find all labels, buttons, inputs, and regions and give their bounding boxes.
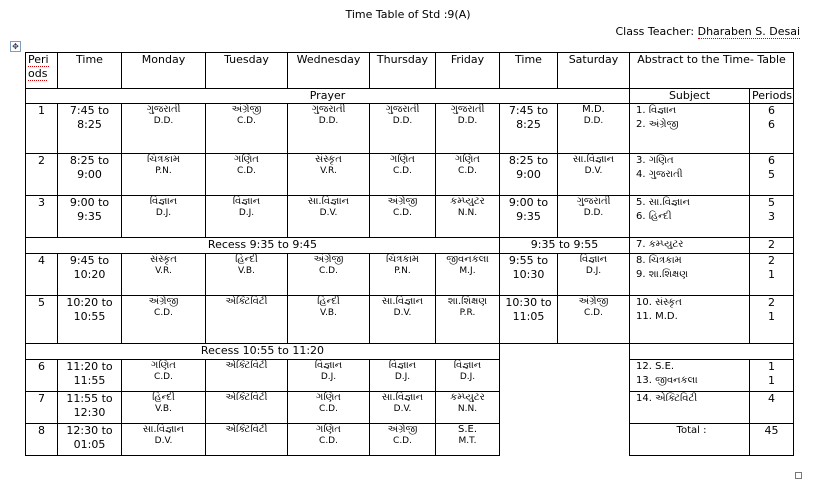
- cell-friday: કમ્પ્યુટર N.N.: [436, 196, 500, 238]
- table-row: [26, 296, 794, 344]
- abstract-subjects: 3. ગણિત 4. ગુજરાતી: [630, 154, 750, 196]
- saturday-time: 9:55 to 10:30: [500, 254, 558, 296]
- cell-saturday: અંગ્રેજી C.D.: [558, 296, 630, 344]
- saturday-time: 10:30 to 11:05: [500, 296, 558, 344]
- cell-monday: ચિત્રકામ P.N.: [122, 154, 206, 196]
- cell-friday: કમ્પ્યુટર N.N.: [436, 392, 500, 424]
- cell-tuesday: એક્ટિવિટી: [206, 392, 288, 424]
- table-row: [26, 196, 794, 238]
- recess-row: [26, 238, 794, 254]
- saturday-time: 9:00 to 9:35: [500, 196, 558, 238]
- abstract-periods: 5 3: [750, 196, 794, 238]
- cell-monday: અંગ્રેજી C.D.: [122, 296, 206, 344]
- period-time: 7:45 to 8:25: [58, 104, 122, 154]
- abstract-subjects: 10. સંસ્કૃત 11. M.D.: [630, 296, 750, 344]
- recess-2: Recess 10:55 to 11:20: [26, 344, 500, 360]
- table-row: [26, 254, 794, 296]
- abstract-subjects: 8. ચિત્રકામ 9. શા.શિક્ષણ: [630, 254, 750, 296]
- abstract-subjects: 12. S.E. 13. જીવનકલા: [630, 360, 750, 392]
- abstract-subject-header: Subject: [630, 89, 750, 104]
- cell-monday: હિન્દી V.B.: [122, 392, 206, 424]
- abstract-periods: 4: [750, 392, 794, 424]
- cell-thursday: સા.વિજ્ઞાન D.V.: [370, 392, 436, 424]
- cell-thursday: ગણિત C.D.: [370, 154, 436, 196]
- cell-friday: વિજ્ઞાન D.J.: [436, 360, 500, 392]
- cell-thursday: વિજ્ઞાન D.J.: [370, 360, 436, 392]
- table-move-handle-icon[interactable]: ✥: [10, 41, 21, 52]
- abstract-periods-header: Periods: [750, 89, 794, 104]
- col-time-saturday: Time: [500, 53, 558, 89]
- period-time: 11:55 to 12:30: [58, 392, 122, 424]
- cell-tuesday: એક્ટિવિટી: [206, 296, 288, 344]
- cell-wednesday: સા.વિજ્ઞાન D.V.: [288, 196, 370, 238]
- col-thursday: Thursday: [370, 53, 436, 89]
- col-tuesday: Tuesday: [206, 53, 288, 89]
- abstract-spacer: [630, 344, 794, 360]
- cell-monday: સા.વિજ્ઞાન D.V.: [122, 424, 206, 456]
- period-number: 2: [26, 154, 58, 196]
- title-text: Time Table of Std :9(A): [345, 8, 471, 21]
- table-resize-handle[interactable]: [795, 472, 802, 479]
- period-time: 12:30 to 01:05: [58, 424, 122, 456]
- saturday-time: 8:25 to 9:00: [500, 154, 558, 196]
- period-number: 5: [26, 296, 58, 344]
- header-row: [26, 53, 794, 89]
- cell-wednesday: સંસ્કૃત V.R.: [288, 154, 370, 196]
- abstract-subjects: 14. એક્ટિવિટી: [630, 392, 750, 424]
- cell-tuesday: ગણિત C.D.: [206, 154, 288, 196]
- cell-friday: ગણિત C.D.: [436, 154, 500, 196]
- cell-tuesday: અંગ્રેજી C.D.: [206, 104, 288, 154]
- cell-thursday: ચિત્રકામ P.N.: [370, 254, 436, 296]
- prayer-cell: Prayer: [26, 89, 630, 104]
- cell-wednesday: વિજ્ઞાન D.J.: [288, 360, 370, 392]
- table-row: [26, 104, 794, 154]
- cell-wednesday: અંગ્રેજી C.D.: [288, 254, 370, 296]
- cell-monday: સંસ્કૃત V.R.: [122, 254, 206, 296]
- cell-monday: ગણિત C.D.: [122, 360, 206, 392]
- cell-monday: વિજ્ઞાન D.J.: [122, 196, 206, 238]
- period-number: 4: [26, 254, 58, 296]
- period-number: 8: [26, 424, 58, 456]
- prayer-row: [26, 89, 794, 104]
- table-row: [26, 154, 794, 196]
- cell-monday: ગુજરાતી D.D.: [122, 104, 206, 154]
- table-row: [26, 424, 794, 456]
- class-teacher: [615, 25, 800, 38]
- cell-friday: S.E. M.T.: [436, 424, 500, 456]
- abstract-subjects: 7. કમ્પ્યુટર: [630, 238, 750, 254]
- period-number: 6: [26, 360, 58, 392]
- cell-wednesday: ગણિત C.D.: [288, 392, 370, 424]
- cell-saturday: વિજ્ઞાન D.J.: [558, 254, 630, 296]
- col-time: Time: [58, 53, 122, 89]
- col-wednesday: Wednesday: [288, 53, 370, 89]
- cell-friday: શા.શિક્ષણ P.R.: [436, 296, 500, 344]
- period-time: 9:00 to 9:35: [58, 196, 122, 238]
- col-friday: Friday: [436, 53, 500, 89]
- abstract-total-value: 45: [750, 424, 794, 456]
- empty-saturday-block: [500, 344, 630, 456]
- col-saturday: Saturday: [558, 53, 630, 89]
- abstract-periods: 6 6: [750, 104, 794, 154]
- abstract-periods: 2: [750, 238, 794, 254]
- cell-tuesday: એક્ટિવિટી: [206, 360, 288, 392]
- abstract-periods: 6 5: [750, 154, 794, 196]
- col-abstract: Abstract to the Time- Table: [630, 53, 794, 89]
- teacher-name: Dharaben S. Desai: [697, 25, 800, 38]
- recess-saturday: 9:35 to 9:55: [500, 238, 630, 254]
- table-row: [26, 392, 794, 424]
- abstract-periods: 2 1: [750, 254, 794, 296]
- period-time: 10:20 to 10:55: [58, 296, 122, 344]
- cell-thursday: અંગ્રેજી C.D.: [370, 424, 436, 456]
- cell-thursday: સા.વિજ્ઞાન D.V.: [370, 296, 436, 344]
- cell-thursday: અંગ્રેજી C.D.: [370, 196, 436, 238]
- cell-tuesday: એક્ટિવિટી: [206, 424, 288, 456]
- cell-saturday: ગુજરાતી D.D.: [558, 196, 630, 238]
- period-number: 3: [26, 196, 58, 238]
- abstract-subjects: 1. વિજ્ઞાન 2. અંગ્રેજી: [630, 104, 750, 154]
- period-number: 7: [26, 392, 58, 424]
- cell-tuesday: વિજ્ઞાન D.J.: [206, 196, 288, 238]
- period-time: 11:20 to 11:55: [58, 360, 122, 392]
- cell-friday: જીવનકલા M.J.: [436, 254, 500, 296]
- teacher-label: Class Teacher:: [615, 25, 695, 38]
- abstract-periods: 1 1: [750, 360, 794, 392]
- cell-thursday: ગુજરાતી D.D.: [370, 104, 436, 154]
- cell-wednesday: ગણિત C.D.: [288, 424, 370, 456]
- abstract-periods: 2 1: [750, 296, 794, 344]
- recess-row: [26, 344, 794, 360]
- timetable: [25, 52, 794, 456]
- period-number: 1: [26, 104, 58, 154]
- col-periods: Peri ods: [26, 53, 58, 89]
- table-row: [26, 360, 794, 392]
- abstract-subjects: 5. સા.વિજ્ઞાન 6. હિન્દી: [630, 196, 750, 238]
- recess-1: Recess 9:35 to 9:45: [26, 238, 500, 254]
- period-time: 8:25 to 9:00: [58, 154, 122, 196]
- cell-wednesday: હિન્દી V.B.: [288, 296, 370, 344]
- document-title: [0, 8, 816, 21]
- saturday-time: 7:45 to 8:25: [500, 104, 558, 154]
- cell-wednesday: ગુજરાતી D.D.: [288, 104, 370, 154]
- abstract-total-label: Total :: [630, 424, 750, 456]
- col-monday: Monday: [122, 53, 206, 89]
- cell-tuesday: હિન્દી V.B.: [206, 254, 288, 296]
- cell-saturday: M.D. D.D.: [558, 104, 630, 154]
- cell-friday: ગુજરાતી D.D.: [436, 104, 500, 154]
- cell-saturday: સા.વિજ્ઞાન D.V.: [558, 154, 630, 196]
- period-time: 9:45 to 10:20: [58, 254, 122, 296]
